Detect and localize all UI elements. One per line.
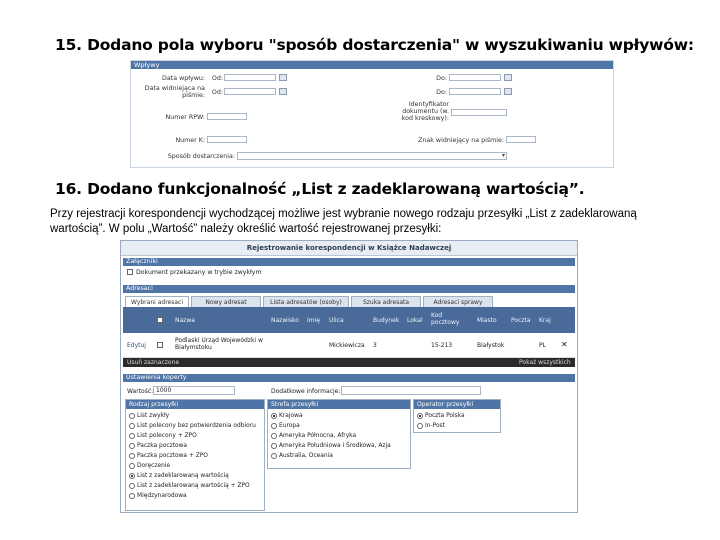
type-option[interactable] bbox=[129, 432, 197, 440]
type-box bbox=[125, 399, 265, 511]
type-option[interactable] bbox=[129, 422, 256, 430]
row-checkbox[interactable] bbox=[157, 342, 163, 348]
scope-option[interactable] bbox=[271, 452, 333, 460]
radio[interactable] bbox=[129, 443, 135, 449]
tab-recipient-list[interactable]: Lista adresatów (osoby) bbox=[263, 296, 349, 307]
calendar-icon[interactable] bbox=[279, 88, 287, 95]
rpw-input[interactable] bbox=[207, 113, 247, 120]
scope-label: Ameryka Południowa i Środkowa, Azja bbox=[279, 443, 391, 449]
scope-label: Ameryka Północna, Afryka bbox=[279, 433, 357, 439]
radio[interactable] bbox=[129, 483, 135, 489]
type-label: List polecony + ZPO bbox=[137, 433, 197, 439]
type-option[interactable] bbox=[129, 462, 170, 470]
date-received-from-label: Od: bbox=[211, 89, 223, 96]
radio[interactable] bbox=[271, 423, 277, 429]
attachments-header: Załączniki bbox=[123, 258, 575, 266]
radio-selected[interactable] bbox=[417, 413, 423, 419]
col-city: Miasto bbox=[477, 317, 497, 324]
type-option[interactable] bbox=[129, 412, 169, 420]
delivery-select[interactable] bbox=[237, 152, 507, 160]
calendar-icon[interactable] bbox=[279, 74, 287, 81]
scope-box bbox=[267, 399, 411, 469]
value-input[interactable] bbox=[153, 386, 235, 395]
scope-label: Europa bbox=[279, 423, 300, 429]
col-building: Budynek bbox=[373, 317, 400, 324]
identifier-input[interactable] bbox=[451, 109, 507, 116]
type-label: Paczka pocztowa + ZPO bbox=[137, 453, 208, 459]
type-label: List z zadeklarowaną wartością bbox=[137, 473, 229, 479]
operator-label: In-Post bbox=[425, 423, 445, 429]
type-option[interactable] bbox=[129, 452, 208, 460]
heading-16-text: Dodano funkcjonalność „List z zadeklarowaną wartością”. bbox=[87, 180, 585, 198]
heading-15-number: 15. bbox=[55, 36, 82, 54]
extra-info-label: Dodatkowe informacje: bbox=[271, 388, 341, 395]
table-footer bbox=[123, 358, 575, 367]
operator-option-selected[interactable] bbox=[417, 412, 465, 420]
scope-header: Strefa przesyłki bbox=[268, 400, 410, 409]
radio[interactable] bbox=[129, 453, 135, 459]
type-header: Rodzaj przesyłki bbox=[126, 400, 264, 409]
type-option[interactable] bbox=[129, 492, 187, 500]
edit-link[interactable]: Edytuj bbox=[127, 342, 146, 349]
operator-header: Operator przesyłki bbox=[414, 400, 500, 409]
date-label: Data wpływu: bbox=[162, 75, 205, 82]
delete-icon[interactable]: ✕ bbox=[561, 340, 568, 349]
col-first-name: Imię bbox=[307, 317, 320, 324]
row-building: 3 bbox=[373, 342, 377, 349]
date-to-input[interactable] bbox=[449, 74, 501, 81]
radio[interactable] bbox=[129, 433, 135, 439]
radio[interactable] bbox=[417, 423, 423, 429]
type-option-selected[interactable] bbox=[129, 472, 229, 480]
attachments-option[interactable] bbox=[127, 269, 261, 276]
col-surname: Nazwisko bbox=[271, 317, 299, 324]
table-row[interactable] bbox=[123, 333, 575, 358]
col-apartment: Lokal bbox=[407, 317, 423, 324]
radio[interactable] bbox=[129, 463, 135, 469]
row-country: PL bbox=[539, 342, 546, 349]
radio[interactable] bbox=[129, 493, 135, 499]
col-name: Nazwa bbox=[175, 317, 195, 324]
number-input[interactable] bbox=[207, 136, 247, 143]
heading-16-number: 16. bbox=[55, 180, 82, 198]
scope-option[interactable] bbox=[271, 432, 356, 440]
type-label: List zwykły bbox=[137, 413, 170, 419]
radio[interactable] bbox=[129, 423, 135, 429]
register-window bbox=[120, 240, 578, 513]
envelope-header: Ustawienia koperty bbox=[123, 374, 575, 382]
show-all-button[interactable]: Pokaż wszystkich bbox=[519, 359, 571, 366]
scope-option-selected[interactable] bbox=[271, 412, 303, 420]
rpw-label: Numer RPW: bbox=[165, 114, 205, 121]
tab-new-recipient[interactable]: Nowy adresat bbox=[191, 296, 261, 307]
radio[interactable] bbox=[271, 453, 277, 459]
radio-selected[interactable] bbox=[271, 413, 277, 419]
value-label: Wartość: bbox=[127, 388, 154, 395]
scope-label: Australia, Oceania bbox=[279, 453, 333, 459]
description-text: Przy rejestracji korespondencji wychodzącej możliwe jest wybranie nowego rodzaju przesyłki „List z zadeklarowaną wartością”. W polu „Wartość” należy określić wartość rejestrowanej przesyłki: bbox=[50, 208, 637, 235]
date-to-label: Do: bbox=[436, 75, 447, 82]
heading-16 bbox=[55, 180, 584, 198]
radio[interactable] bbox=[129, 413, 135, 419]
radio-selected[interactable] bbox=[129, 473, 135, 479]
type-option[interactable] bbox=[129, 482, 250, 490]
window-title: Rejestrowanie korespondencji w Książce Nadawczej bbox=[121, 241, 577, 256]
search-panel-header: Wpływy bbox=[131, 61, 613, 69]
col-street: Ulica bbox=[329, 317, 344, 324]
search-panel bbox=[130, 60, 614, 168]
operator-option[interactable] bbox=[417, 422, 445, 430]
date-from-input[interactable] bbox=[224, 74, 276, 81]
row-city: Białystok bbox=[477, 342, 505, 349]
sign-input[interactable] bbox=[506, 136, 536, 143]
operator-box bbox=[413, 399, 501, 433]
date-received-label: Data widniejąca na piśmie: bbox=[144, 85, 205, 99]
type-label: Międzynarodowa bbox=[137, 493, 187, 499]
date-received-to-input[interactable] bbox=[449, 88, 501, 95]
row-name: Podlaski Urząd Wojewódzki w Białymstoku bbox=[175, 337, 263, 351]
date-received-from-input[interactable] bbox=[224, 88, 276, 95]
tab-case-recipients[interactable]: Adresaci sprawy bbox=[423, 296, 493, 307]
attachments-checkbox-label: Dokument przekazany w trybie zwykłym bbox=[136, 269, 262, 276]
date-received-to-label: Do: bbox=[436, 89, 447, 96]
delivery-label: Sposób dostarczenia: bbox=[167, 153, 235, 160]
calendar-icon[interactable] bbox=[504, 88, 512, 95]
sign-label: Znak widniejący na piśmie: bbox=[418, 137, 504, 144]
table-header bbox=[123, 307, 575, 333]
select-all-checkbox[interactable] bbox=[157, 317, 163, 323]
value-text: 1000 bbox=[156, 387, 172, 394]
date-from-label: Od: bbox=[211, 75, 223, 82]
type-label: List polecony bez potwierdzenia odbioru bbox=[137, 423, 256, 429]
scope-option[interactable] bbox=[271, 422, 300, 430]
heading-15 bbox=[55, 36, 694, 54]
scope-option[interactable] bbox=[271, 442, 391, 450]
radio[interactable] bbox=[271, 443, 277, 449]
operator-label: Poczta Polska bbox=[425, 413, 465, 419]
delete-selected-button[interactable]: Usuń zaznaczone bbox=[127, 359, 180, 366]
type-option[interactable] bbox=[129, 442, 187, 450]
number-label: Numer K: bbox=[175, 137, 205, 144]
chevron-down-icon: ▾ bbox=[501, 152, 505, 159]
heading-15-text: Dodano pola wyboru "sposób dostarczenia" w wyszukiwaniu wpływów: bbox=[87, 36, 694, 54]
identifier-label: Identyfikator dokumentu (w. kod kreskowy): bbox=[401, 101, 449, 122]
type-label: Paczka pocztowa bbox=[137, 443, 188, 449]
tab-search-recipient[interactable]: Szuka adresata bbox=[351, 296, 421, 307]
type-label: List z zadeklarowaną wartością + ZPO bbox=[137, 483, 250, 489]
tab-selected-recipients[interactable]: Wybrani adresaci bbox=[125, 296, 189, 307]
addresses-header: Adresaci bbox=[123, 285, 575, 293]
row-street: Mickiewicza bbox=[329, 342, 365, 349]
scope-label: Krajowa bbox=[279, 413, 303, 419]
extra-info-input[interactable] bbox=[341, 386, 481, 395]
calendar-icon[interactable] bbox=[504, 74, 512, 81]
type-label: Doręczenie bbox=[137, 463, 171, 469]
col-country: Kraj bbox=[539, 317, 551, 324]
row-postal: 15-213 bbox=[431, 342, 453, 349]
radio[interactable] bbox=[271, 433, 277, 439]
col-post-office: Poczta bbox=[511, 317, 531, 324]
checkbox[interactable] bbox=[127, 269, 133, 275]
col-postal-code: Kod pocztowy bbox=[431, 312, 460, 326]
